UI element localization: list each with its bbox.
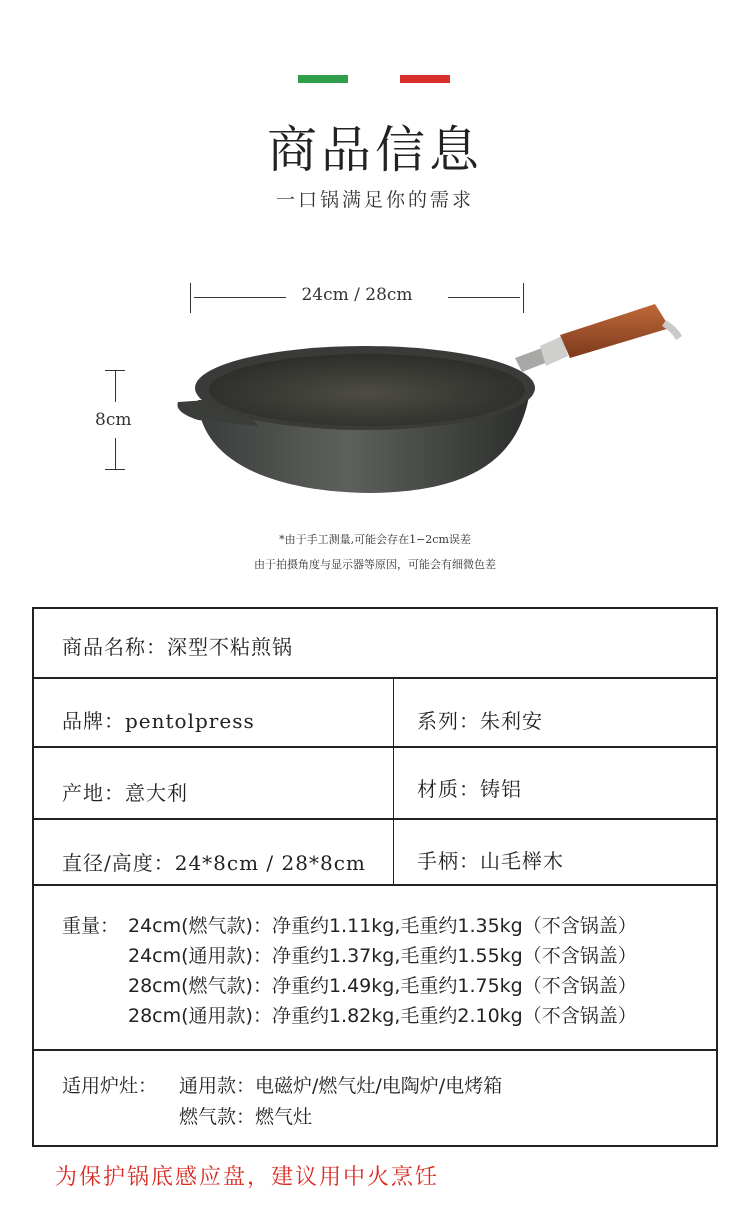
- product-name: 商品名称：深型不粘煎锅: [62, 635, 293, 659]
- frying-pan-image: [170, 300, 690, 500]
- width-line-right: [448, 297, 520, 298]
- product-info-table: [32, 607, 718, 1147]
- brand: 品牌：pentolpress: [62, 709, 255, 733]
- weight-value: 24cm(燃气款)：净重约1.11kg,毛重约1.35kg（不含锅盖）: [128, 915, 637, 937]
- width-label: 24cm / 28cm: [301, 285, 413, 305]
- row-divider: [34, 677, 716, 679]
- handle: 手柄：山毛榉木: [417, 849, 564, 873]
- stove-line: 通用款：电磁炉/燃气灶/电陶炉/电烤箱: [179, 1075, 503, 1097]
- material: 材质：铸铝: [417, 777, 522, 801]
- height-line-top: [115, 370, 116, 402]
- weight-label: 重量：: [62, 915, 120, 937]
- italy-flag-red-bar: [400, 75, 450, 83]
- height-label: 8cm: [95, 410, 132, 430]
- series: 系列：朱利安: [417, 709, 543, 733]
- height-line-bottom: [115, 438, 116, 470]
- warning-text: 为保护锅底感应盘，建议用中火烹饪: [55, 1165, 440, 1190]
- column-divider: [393, 677, 394, 884]
- weight-list: [62, 911, 637, 1031]
- page-title: 商品信息: [267, 121, 483, 179]
- weight-value: 24cm(通用款)：净重约1.37kg,毛重约1.55kg（不含锅盖）: [128, 945, 637, 967]
- row-divider: [34, 746, 716, 748]
- stove-line: 燃气款：燃气灶: [179, 1106, 313, 1128]
- stove-compatibility: [62, 1071, 502, 1133]
- height-dimension: [95, 370, 145, 470]
- color-difference-note: 由于拍摄角度与显示器等原因，可能会有细微色差: [254, 558, 496, 571]
- weight-value: 28cm(燃气款)：净重约1.49kg,毛重约1.75kg（不含锅盖）: [128, 975, 637, 997]
- italy-flag-green-bar: [298, 75, 348, 83]
- row-divider: [34, 818, 716, 820]
- row-divider: [34, 1049, 716, 1051]
- measurement-note: *由于手工测量,可能会存在1−2cm误差: [279, 533, 471, 546]
- size: 直径/高度：24*8cm / 28*8cm: [62, 851, 366, 875]
- weight-row: [62, 971, 637, 1001]
- weight-row: [62, 1001, 637, 1031]
- origin: 产地：意大利: [62, 781, 188, 805]
- weight-value: 28cm(通用款)：净重约1.82kg,毛重约2.10kg（不含锅盖）: [128, 1005, 637, 1027]
- page-subtitle: 一口锅满足你的需求: [275, 189, 474, 211]
- weight-row: [62, 941, 637, 971]
- weight-row: [62, 911, 637, 941]
- height-cap-bottom: [105, 469, 125, 470]
- stove-label: 适用炉灶：: [62, 1075, 158, 1097]
- row-divider: [34, 884, 716, 886]
